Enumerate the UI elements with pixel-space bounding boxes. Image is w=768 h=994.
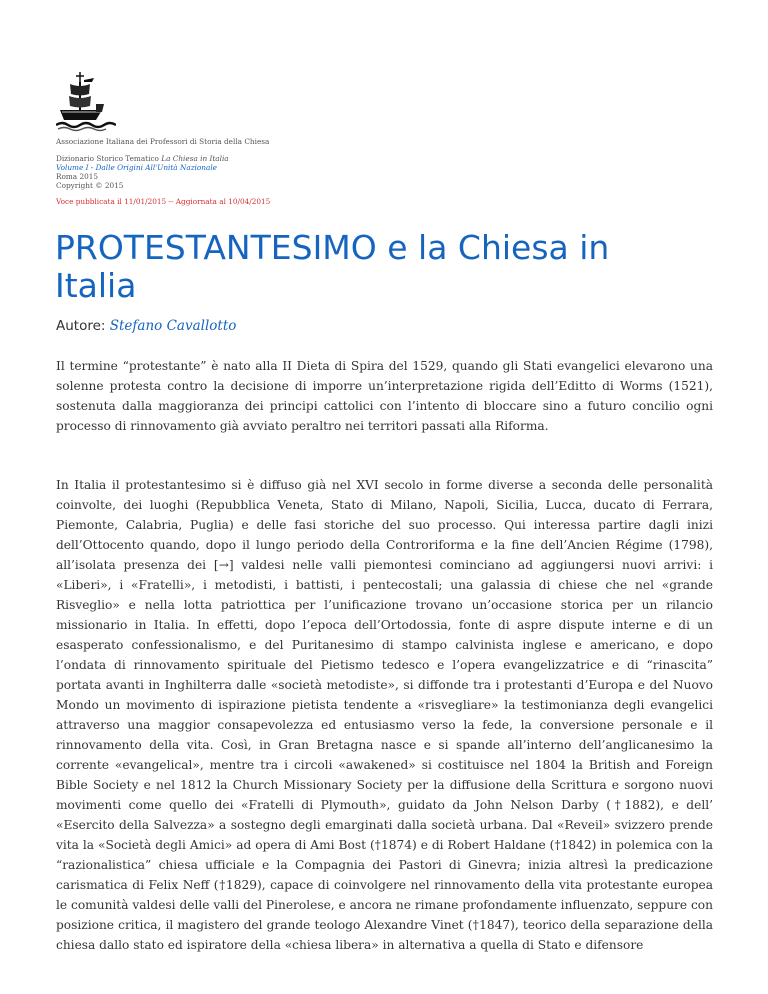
copyright: Copyright © 2015 [56,181,124,190]
publication-date: Voce pubblicata il 11/01/2015 -- Aggiornata al 10/04/2015 [56,197,271,206]
dictionary-line [56,154,229,163]
page-title: PROTESTANTESIMO e la Chiesa in Italia [55,228,610,305]
paragraph-2: In Italia il protestantesimo si è diffuso già nel XVI secolo in forme diverse a seconda delle personalità coinvolte, dei luoghi (Repubblica Veneta, Stato di Milano, Napoli, Sicilia, Lucca, ducato di Ferrara, Piemonte, Calabria, Puglia) e delle fasi storiche del suo processo. Qui interessa partire dagli inizi dell’Ottocento quando, dopo il lungo periodo della Controriforma e la fine dell’Ancien Régime (1798), all’isolata presenza dei [→] valdesi nelle valli piemontesi cominciano ad aggiungersi nuovi arrivi: i «Liberi», i «Fratelli», i metodisti, i battisti, i pentecostali; una galassia di chiese che nel «grande Risveglio» e nella lotta patriottica per l’unificazione trovano un’occasione storica per un rilancio missionario in Italia. In effetti, dopo l’epoca dell’Ortodossia, fonte di aspre dispute interne e di un esasperato confessionalismo, e del Puritanesimo di stampo calvinista inglese e americano, e dopo l’ondata di rinnovamento spirituale del Pietismo tedesco e l’opera evangelizzatrice e di “rinascita” portata avanti in Inghilterra dalle «società metodiste», si diffonde tra i protestanti d’Europa e del Nuovo Mondo un movimento di ispirazione pietista tendente a «risvegliare» la testimonianza degli evangelici attraverso una maggior consapevolezza ed entusiasmo verso la fede, la conversione personale e il rinnovamento della vita. Così, in Gran Bretagna nasce e si spande all’interno dell’anglicanesimo la corrente «evangelical», mentre tra i circoli «awakened» si costituisce nel 1804 la British and Foreign Bible Society e nel 1812 la Church Missionary Society per la diffusione della Scrittura e sorgono nuovi movimenti come quello dei «Fratelli di Plymouth», guidato da John Nelson Darby (†1882), e dell’ «Esercito della Salvezza» a sostegno degli emarginati dalla società urbana. Dal «Reveil» svizzero prende vita la «Società degli Amici» ad opera di Ami Bost (†1874) e di Robert Haldane (†1842) in polemica con la “razionalistica” chiesa ufficiale e la Compagnia dei Pastori di Ginevra; inizia altresì la predicazione carismatica di Felix Neff (†1829), capace di coinvolgere nel rinnovamento della vita protestante europea le comunità valdesi delle valli del Pinerolese, e ancora ne rimane profondamente influenzato, seppure con posizione critica, il magistero del grande teologo Alexandre Vinet (†1847), teorico della separazione della chiesa dallo stato ed ispiratore della «chiesa libera» in alternativa a quella di Stato e difensore [56,478,713,952]
ship-logo-icon [56,70,116,132]
paragraph-1: Il termine “protestante” è nato alla II Dieta di Spira del 1529, quando gli Stati evangelici elevarono una solenne protesta contro la decisione di imporre un’interpretazione rigida dell’Editto di Worms (1521), sostenuta dalla maggioranza dei principi cattolici con l’intento di bloccare sino a futuro concilio ogni processo di rinnovamento già avviato peraltro nei territori passati alla Riforma. [56,359,713,433]
author-link[interactable]: Stefano Cavallotto [109,318,237,334]
place-year: Roma 2015 [56,172,99,181]
association-name: Associazione Italiana dei Professori di Storia della Chiesa [56,137,270,146]
dictionary-prefix: Dizionario Storico Tematico [56,154,162,163]
volume-link[interactable]: Volume I - Dalle Origini All'Unità Nazionale [56,163,217,172]
dictionary-title: La Chiesa in Italia [161,154,229,163]
publication-info [56,154,229,190]
author-label: Autore: [56,318,110,334]
author-line [56,318,236,334]
